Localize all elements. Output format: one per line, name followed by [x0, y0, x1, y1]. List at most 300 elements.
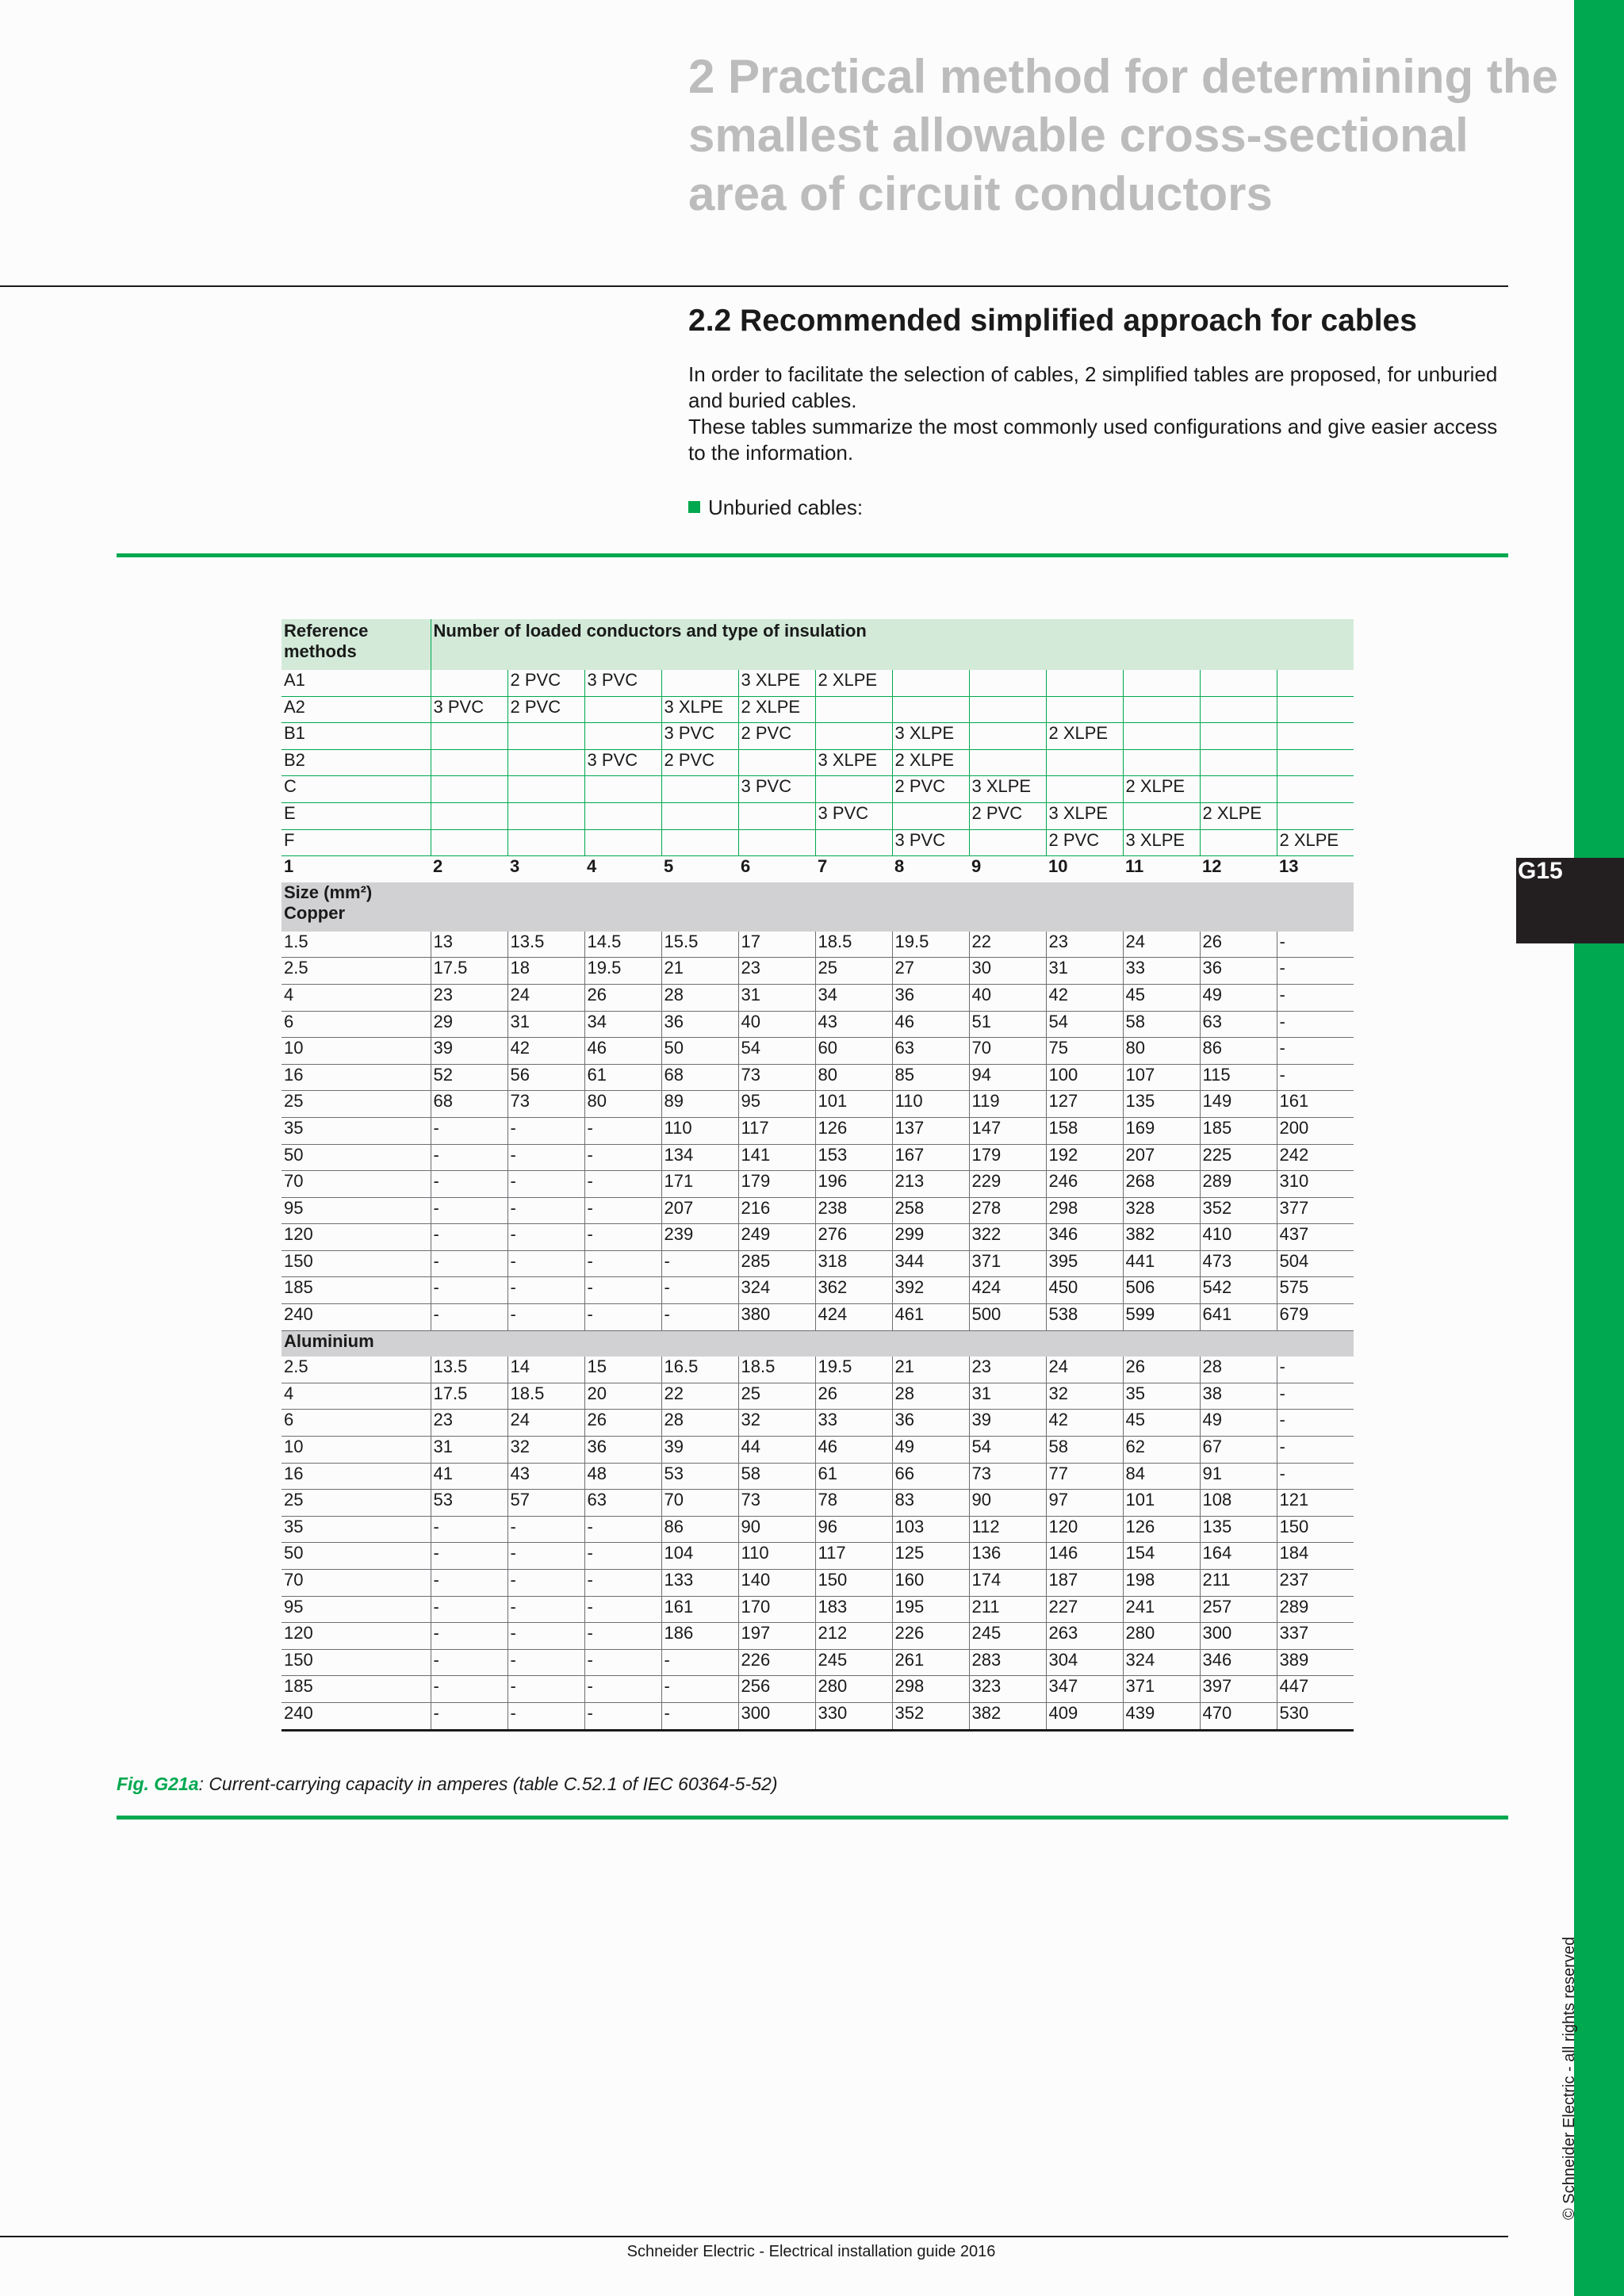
capacity-cell: 196 [815, 1171, 892, 1198]
capacity-cell: 36 [892, 984, 969, 1011]
copper-row [282, 984, 1354, 1011]
capacity-cell: 57 [508, 1490, 584, 1517]
capacity-cell: - [508, 1516, 584, 1543]
capacity-cell: 318 [815, 1250, 892, 1277]
capacity-cell: - [431, 1702, 508, 1730]
footer-rule [0, 2236, 1508, 2237]
capacity-cell: 237 [1277, 1570, 1354, 1597]
capacity-cell: 110 [738, 1543, 815, 1570]
conductor-size: 185 [282, 1277, 431, 1304]
capacity-cell: 504 [1277, 1250, 1354, 1277]
capacity-cell: 53 [431, 1490, 508, 1517]
capacity-cell: 15 [584, 1357, 661, 1383]
copyright-notice: © Schneider Electric - all rights reserved [1561, 1936, 1578, 2220]
capacity-cell: 31 [969, 1383, 1046, 1410]
copper-row [282, 1038, 1354, 1065]
capacity-cell: 441 [1123, 1250, 1200, 1277]
capacity-cell: 424 [969, 1277, 1046, 1304]
capacity-cell: 371 [969, 1250, 1046, 1277]
capacity-cell: 43 [815, 1011, 892, 1038]
reference-cell: 3 PVC [431, 696, 508, 723]
capacity-cell: 298 [1046, 1197, 1123, 1224]
capacity-cell: - [1277, 932, 1354, 958]
capacity-cell: 300 [1200, 1623, 1277, 1650]
capacity-cell: 200 [1277, 1117, 1354, 1144]
reference-cell [661, 776, 738, 803]
capacity-cell: - [431, 1144, 508, 1171]
capacity-cell: 121 [1277, 1490, 1354, 1517]
capacity-cell: 40 [969, 984, 1046, 1011]
capacity-cell: 26 [815, 1383, 892, 1410]
capacity-cell: 377 [1277, 1197, 1354, 1224]
reference-method-label: A2 [282, 696, 431, 723]
table-top-rule [117, 553, 1508, 557]
capacity-cell: 35 [1123, 1383, 1200, 1410]
reference-cell: 2 PVC [892, 776, 969, 803]
capacity-cell: 13.5 [431, 1357, 508, 1383]
aluminium-row [282, 1490, 1354, 1517]
capacity-cell: 158 [1046, 1117, 1123, 1144]
capacity-cell: 58 [1046, 1437, 1123, 1464]
conductor-size: 10 [282, 1437, 431, 1464]
conductor-size: 240 [282, 1702, 431, 1730]
conductor-size: 35 [282, 1516, 431, 1543]
capacity-cell: 73 [738, 1064, 815, 1091]
capacity-cell: 207 [661, 1197, 738, 1224]
reference-cell: 2 PVC [969, 802, 1046, 829]
reference-cell [738, 749, 815, 776]
column-number: 7 [818, 856, 828, 877]
capacity-cell: 62 [1123, 1437, 1200, 1464]
reference-cell [1200, 829, 1277, 856]
capacity-cell: - [584, 1171, 661, 1198]
reference-cell [1123, 670, 1200, 696]
capacity-cell: 51 [969, 1011, 1046, 1038]
conductor-size: 50 [282, 1543, 431, 1570]
capacity-cell: 13 [431, 932, 508, 958]
reference-cell [1200, 670, 1277, 696]
capacity-cell: 28 [1200, 1357, 1277, 1383]
capacity-cell: 21 [661, 958, 738, 985]
capacity-cell: 371 [1123, 1676, 1200, 1703]
reference-method-row [282, 723, 1354, 750]
capacity-cell: 599 [1123, 1304, 1200, 1331]
intro-paragraph-1: In order to facilitate the selection of cables, 2 simplified tables are proposed, for unburied and buried cables. [688, 362, 1498, 412]
capacity-cell: - [584, 1570, 661, 1597]
conductor-size: 2.5 [282, 1357, 431, 1383]
aluminium-row [282, 1463, 1354, 1490]
conductor-size: 16 [282, 1064, 431, 1091]
capacity-cell: 23 [431, 984, 508, 1011]
capacity-cell: 101 [815, 1091, 892, 1118]
capacity-cell: 245 [969, 1623, 1046, 1650]
reference-cell: 3 PVC [738, 776, 815, 803]
capacity-cell: 28 [892, 1383, 969, 1410]
capacity-cell: - [584, 1543, 661, 1570]
capacity-cell: 135 [1200, 1516, 1277, 1543]
capacity-cell: 213 [892, 1171, 969, 1198]
capacity-cell: - [431, 1171, 508, 1198]
capacity-cell: 18.5 [815, 932, 892, 958]
conductor-size: 95 [282, 1596, 431, 1623]
reference-cell [1200, 749, 1277, 776]
reference-method-row [282, 749, 1354, 776]
reference-cell: 3 XLPE [892, 723, 969, 750]
chapter-title: 2 Practical method for determining the smallest allowable cross-sectional area of circuit conductors [688, 50, 1558, 220]
capacity-cell: 14.5 [584, 932, 661, 958]
reference-method-row [282, 829, 1354, 856]
capacity-cell: - [508, 1543, 584, 1570]
capacity-cell: 300 [738, 1702, 815, 1730]
capacity-cell: 212 [815, 1623, 892, 1650]
capacity-cell: 439 [1123, 1702, 1200, 1730]
column-number-row [282, 856, 1354, 882]
capacity-cell: 150 [1277, 1516, 1354, 1543]
capacity-cell: 289 [1277, 1596, 1354, 1623]
capacity-cell: 61 [584, 1064, 661, 1091]
table-bottom-rule [117, 1816, 1508, 1820]
capacity-cell: 24 [508, 984, 584, 1011]
capacity-cell: 20 [584, 1383, 661, 1410]
capacity-cell: 68 [431, 1091, 508, 1118]
capacity-cell: 39 [431, 1038, 508, 1065]
capacity-cell: 226 [892, 1623, 969, 1650]
copper-row [282, 1144, 1354, 1171]
reference-cell [892, 802, 969, 829]
capacity-cell: 147 [969, 1117, 1046, 1144]
reference-cell [1277, 802, 1354, 829]
capacity-cell: 48 [584, 1463, 661, 1490]
capacity-cell: 229 [969, 1171, 1046, 1198]
reference-cell [1046, 749, 1123, 776]
capacity-cell: - [661, 1676, 738, 1703]
capacity-cell: 242 [1277, 1144, 1354, 1171]
capacity-cell: 15.5 [661, 932, 738, 958]
capacity-cell: - [431, 1649, 508, 1676]
capacity-cell: 63 [1200, 1011, 1277, 1038]
capacity-cell: 268 [1123, 1171, 1200, 1198]
reference-cell: 2 PVC [508, 670, 584, 696]
capacity-cell: 38 [1200, 1383, 1277, 1410]
capacity-cell: 280 [1123, 1623, 1200, 1650]
reference-method-label: B2 [282, 749, 431, 776]
capacity-cell: 22 [969, 932, 1046, 958]
capacity-cell: 211 [969, 1596, 1046, 1623]
capacity-cell: 53 [661, 1463, 738, 1490]
capacity-cell: - [584, 1250, 661, 1277]
capacity-cell: - [431, 1570, 508, 1597]
capacity-cell: 470 [1200, 1702, 1277, 1730]
capacity-cell: 100 [1046, 1064, 1123, 1091]
capacity-cell: 324 [1123, 1649, 1200, 1676]
capacity-cell: 352 [1200, 1197, 1277, 1224]
aluminium-row [282, 1623, 1354, 1650]
reference-cell [969, 670, 1046, 696]
capacity-cell: 179 [969, 1144, 1046, 1171]
capacity-cell: 216 [738, 1197, 815, 1224]
conductor-size: 4 [282, 1383, 431, 1410]
reference-cell [1123, 723, 1200, 750]
capacity-cell: 134 [661, 1144, 738, 1171]
capacity-cell: 23 [738, 958, 815, 985]
capacity-cell: 77 [1046, 1463, 1123, 1490]
capacity-cell: 409 [1046, 1702, 1123, 1730]
reference-cell: 2 PVC [738, 723, 815, 750]
capacity-cell: 283 [969, 1649, 1046, 1676]
conductor-size: 50 [282, 1144, 431, 1171]
capacity-cell: 26 [584, 984, 661, 1011]
capacity-cell: 17.5 [431, 1383, 508, 1410]
reference-cell [969, 723, 1046, 750]
capacity-cell: 36 [1200, 958, 1277, 985]
capacity-cell: 299 [892, 1224, 969, 1251]
capacity-cell: 323 [969, 1676, 1046, 1703]
capacity-cell: 26 [584, 1410, 661, 1437]
reference-cell: 2 XLPE [1200, 802, 1277, 829]
conductor-size: 1.5 [282, 932, 431, 958]
capacity-cell: 36 [584, 1437, 661, 1464]
reference-cell [1277, 723, 1354, 750]
capacity-cell: 150 [815, 1570, 892, 1597]
reference-cell [661, 802, 738, 829]
capacity-cell: 149 [1200, 1091, 1277, 1118]
capacity-cell: 184 [1277, 1543, 1354, 1570]
capacity-cell: 24 [508, 1410, 584, 1437]
capacity-cell: 32 [738, 1410, 815, 1437]
reference-cell: 2 XLPE [1123, 776, 1200, 803]
capacity-cell: 28 [661, 984, 738, 1011]
reference-cell [1046, 670, 1123, 696]
reference-method-row [282, 776, 1354, 803]
capacity-cell: - [584, 1304, 661, 1331]
capacity-cell: 23 [969, 1357, 1046, 1383]
capacity-cell: 41 [431, 1463, 508, 1490]
aluminium-row [282, 1410, 1354, 1437]
capacity-cell: 197 [738, 1623, 815, 1650]
capacity-cell: 174 [969, 1570, 1046, 1597]
aluminium-row [282, 1596, 1354, 1623]
capacity-cell: - [508, 1250, 584, 1277]
capacity-cell: - [1277, 1437, 1354, 1464]
capacity-cell: 54 [969, 1437, 1046, 1464]
section-title: 2.2 Recommended simplified approach for cables [688, 304, 1417, 338]
reference-cell: 3 PVC [584, 749, 661, 776]
reference-cell [1046, 696, 1123, 723]
reference-cell: 3 XLPE [661, 696, 738, 723]
capacity-cell: 447 [1277, 1676, 1354, 1703]
capacity-cell: 256 [738, 1676, 815, 1703]
column-number: 11 [1125, 856, 1144, 877]
capacity-cell: 18.5 [738, 1357, 815, 1383]
capacity-cell: 389 [1277, 1649, 1354, 1676]
capacity-cell: 24 [1123, 932, 1200, 958]
reference-cell: 2 PVC [1046, 829, 1123, 856]
capacity-cell: 226 [738, 1649, 815, 1676]
reference-cell [661, 670, 738, 696]
capacity-cell: 575 [1277, 1277, 1354, 1304]
reference-cell: 2 XLPE [738, 696, 815, 723]
capacity-cell: 42 [1046, 984, 1123, 1011]
capacity-cell: 382 [969, 1702, 1046, 1730]
capacity-cell: - [584, 1676, 661, 1703]
conductor-size: 25 [282, 1091, 431, 1118]
column-number: 10 [1048, 856, 1068, 877]
capacity-cell: 16.5 [661, 1357, 738, 1383]
aluminium-row [282, 1649, 1354, 1676]
capacity-cell: 146 [1046, 1543, 1123, 1570]
aluminium-row [282, 1437, 1354, 1464]
aluminium-label: Aluminium [282, 1330, 1354, 1357]
capacity-cell: 136 [969, 1543, 1046, 1570]
capacity-cell: - [1277, 958, 1354, 985]
footer-text: Schneider Electric - Electrical installation guide 2016 [626, 2243, 996, 2260]
capacity-cell: - [584, 1144, 661, 1171]
reference-cell [431, 723, 508, 750]
capacity-cell: 179 [738, 1171, 815, 1198]
reference-method-row [282, 670, 1354, 696]
capacity-cell: - [1277, 984, 1354, 1011]
capacity-cell: 249 [738, 1224, 815, 1251]
column-number: 8 [894, 856, 905, 877]
capacity-cell: 95 [738, 1091, 815, 1118]
reference-method-label: A1 [282, 670, 431, 696]
capacity-cell: - [508, 1224, 584, 1251]
capacity-cell: 54 [1046, 1011, 1123, 1038]
capacity-cell: 83 [892, 1490, 969, 1517]
capacity-cell: - [661, 1250, 738, 1277]
figure-caption-text: : Current-carrying capacity in amperes (table C.52.1 of IEC 60364-5-52) [198, 1774, 778, 1794]
capacity-cell: 78 [815, 1490, 892, 1517]
capacity-cell: 13.5 [508, 932, 584, 958]
copper-row [282, 1197, 1354, 1224]
capacity-cell: - [584, 1277, 661, 1304]
capacity-cell: 161 [1277, 1091, 1354, 1118]
copper-row [282, 1224, 1354, 1251]
capacity-cell: 96 [815, 1516, 892, 1543]
capacity-cell: 395 [1046, 1250, 1123, 1277]
capacity-cell: - [508, 1144, 584, 1171]
capacity-cell: 104 [661, 1543, 738, 1570]
capacity-cell: 119 [969, 1091, 1046, 1118]
capacity-cell: 641 [1200, 1304, 1277, 1331]
capacity-cell: - [1277, 1357, 1354, 1383]
reference-cell: 2 XLPE [1277, 829, 1354, 856]
aluminium-row [282, 1676, 1354, 1703]
capacity-cell: 91 [1200, 1463, 1277, 1490]
capacity-cell: 125 [892, 1543, 969, 1570]
capacity-cell: 263 [1046, 1623, 1123, 1650]
intro-paragraph-2: These tables summarize the most commonly used configurations and give easier access to the information. [688, 415, 1498, 465]
capacity-cell: 542 [1200, 1277, 1277, 1304]
capacity-cell: 60 [815, 1038, 892, 1065]
capacity-cell: - [508, 1171, 584, 1198]
capacity-cell: - [431, 1224, 508, 1251]
capacity-cell: 171 [661, 1171, 738, 1198]
reference-method-label: C [282, 776, 431, 803]
capacity-cell: 120 [1046, 1516, 1123, 1543]
capacity-cell: 207 [1123, 1144, 1200, 1171]
capacity-cell: - [431, 1197, 508, 1224]
capacity-cell: 322 [969, 1224, 1046, 1251]
capacity-cell: 86 [1200, 1038, 1277, 1065]
capacity-cell: 115 [1200, 1064, 1277, 1091]
capacity-cell: 30 [969, 958, 1046, 985]
capacity-cell: - [584, 1516, 661, 1543]
reference-cell [969, 696, 1046, 723]
copper-row [282, 1250, 1354, 1277]
capacity-cell: - [1277, 1011, 1354, 1038]
side-accent-bar [1574, 0, 1624, 2296]
capacity-cell: - [431, 1250, 508, 1277]
capacity-cell: 127 [1046, 1091, 1123, 1118]
conductor-size: 185 [282, 1676, 431, 1703]
reference-cell [1123, 749, 1200, 776]
capacity-cell: 161 [661, 1596, 738, 1623]
reference-cell: 3 XLPE [738, 670, 815, 696]
reference-cell: 2 XLPE [892, 749, 969, 776]
capacity-cell: 63 [584, 1490, 661, 1517]
capacity-cell: 42 [508, 1038, 584, 1065]
capacity-cell: 26 [1123, 1357, 1200, 1383]
capacity-cell: - [431, 1516, 508, 1543]
capacity-cell: 33 [1123, 958, 1200, 985]
capacity-cell: 473 [1200, 1250, 1277, 1277]
reference-cell [969, 829, 1046, 856]
aluminium-section-row [282, 1330, 1354, 1357]
header-reference-methods: Reference methods [282, 619, 431, 670]
capacity-cell: 160 [892, 1570, 969, 1597]
capacity-cell: 324 [738, 1277, 815, 1304]
conductor-size: 240 [282, 1304, 431, 1331]
reference-cell [1200, 776, 1277, 803]
capacity-cell: 450 [1046, 1277, 1123, 1304]
capacity-cell: 73 [738, 1490, 815, 1517]
capacity-cell: - [584, 1117, 661, 1144]
reference-cell [431, 749, 508, 776]
capacity-cell: 397 [1200, 1676, 1277, 1703]
reference-cell [508, 829, 584, 856]
capacity-cell: 58 [738, 1463, 815, 1490]
reference-cell [584, 802, 661, 829]
capacity-cell: 239 [661, 1224, 738, 1251]
capacity-cell: 18 [508, 958, 584, 985]
capacity-cell: - [431, 1117, 508, 1144]
capacity-cell: 84 [1123, 1463, 1200, 1490]
capacity-cell: 85 [892, 1064, 969, 1091]
capacity-cell: 49 [892, 1437, 969, 1464]
capacity-cell: 31 [431, 1437, 508, 1464]
reference-cell: 2 XLPE [1046, 723, 1123, 750]
capacity-cell: 36 [892, 1410, 969, 1437]
capacity-cell: 25 [815, 958, 892, 985]
table-body [282, 619, 1354, 1730]
capacity-cell: 45 [1123, 984, 1200, 1011]
reference-cell [1277, 670, 1354, 696]
reference-cell: 3 PVC [661, 723, 738, 750]
reference-cell [815, 776, 892, 803]
capacity-cell: - [584, 1702, 661, 1730]
reference-cell [1200, 696, 1277, 723]
capacity-cell: 46 [892, 1011, 969, 1038]
copper-row [282, 1304, 1354, 1331]
capacity-cell: 31 [508, 1011, 584, 1038]
capacity-cell: - [508, 1570, 584, 1597]
capacity-cell: 112 [969, 1516, 1046, 1543]
capacity-cell: 39 [969, 1410, 1046, 1437]
capacity-cell: - [431, 1304, 508, 1331]
capacity-cell: 133 [661, 1570, 738, 1597]
capacity-cell: 86 [661, 1516, 738, 1543]
